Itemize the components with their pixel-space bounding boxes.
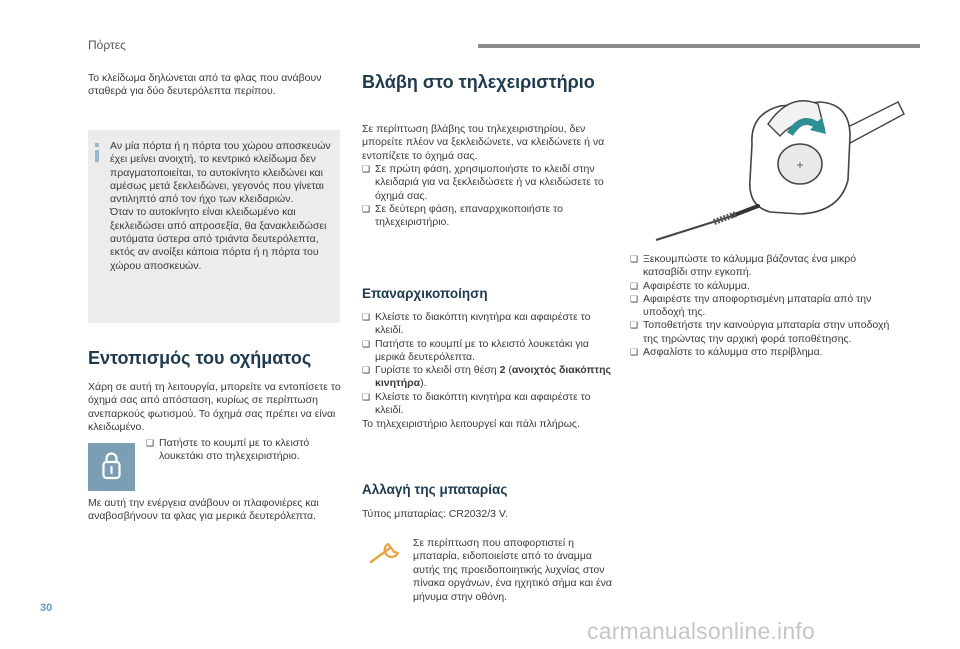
watermark: carmanualsonline.info xyxy=(587,618,815,644)
info-line: χώρου αποσκευών. xyxy=(110,259,202,272)
info-text xyxy=(110,140,335,273)
header-rule xyxy=(478,44,920,48)
lock-icon xyxy=(88,443,135,491)
list-item: ❑ Σε δεύτερη φάση, επαναρχικοποιήστε το τηλεχειριστήριο. xyxy=(362,202,563,229)
list-item: ❑ Κλείστε το διακόπτη κινητήρα και αφαιρέστε το κλειδί. xyxy=(362,390,591,417)
svg-text:+: + xyxy=(796,158,804,172)
battery-heading: Αλλαγή της μπαταρίας xyxy=(362,482,508,497)
list-item: ❑ Κλείστε το διακόπτη κινητήρα και αφαιρέστε το κλειδί. xyxy=(362,311,591,337)
reinit-steps xyxy=(362,311,614,417)
list-item: ❑ Αφαιρέστε το κάλυμμα. xyxy=(630,279,750,292)
battery-type: Τύπος μπαταρίας: CR2032/3 V. xyxy=(362,508,508,520)
list-item: ❑ Πατήστε το κουμπί με το κλειστό λουκετάκι στο τηλεχειριστήριο. xyxy=(146,437,310,463)
bullet-marker-icon: ❑ xyxy=(146,438,155,448)
info-line: Αν μία πόρτα ή η πόρτα του χώρου αποσκευών xyxy=(110,140,331,152)
section-label: Πόρτες xyxy=(88,38,126,52)
battery-warning: Σε περίπτωση που αποφορτιστεί η μπαταρία, ειδοποιείστε από το άναμμα αυτής της προειδοποιητικής λυχνίας στον πίνακα οργάνων, ένα ηχητικό σήμα και ένα μήνυμα στην οθόνη. xyxy=(413,537,612,603)
bullet-marker-icon: ❑ xyxy=(630,347,639,358)
bullet-marker-icon: ❑ xyxy=(362,312,371,322)
list-item: ❑ Σε πρώτη φάση, χρησιμοποιήστε το κλειδί στην κλειδαριά για να ξεκλειδώσετε ή να κλειδώσετε το όχημά σας. xyxy=(362,163,604,202)
info-line: ξεκλειδώσει από απροσεξία, θα ξανακλειδώσει xyxy=(110,219,327,232)
reinit-heading: Επαναρχικοποίηση xyxy=(362,286,488,301)
wrench-icon xyxy=(366,538,406,568)
info-line: αντιληπτό από τον ήχο των κλειδαριών. xyxy=(110,193,294,206)
list-item: ❑ Ασφαλίστε το κάλυμμα στο περίβλημα. xyxy=(630,346,823,359)
bullet-marker-icon: ❑ xyxy=(362,338,371,349)
list-item: ❑ Αφαιρέστε την αποφορτισμένη μπαταρία από την υποδοχή της. xyxy=(630,292,872,319)
page-number: 30 xyxy=(40,602,53,614)
locate-vehicle-heading: Εντοπισμός του οχήματος xyxy=(88,348,312,368)
bullet-marker-icon: ❑ xyxy=(630,280,639,291)
list-item: ❑ Γυρίστε το κλειδί στη θέση 2 (ανοιχτός διακόπτης κινητήρα). xyxy=(362,364,611,390)
list-item: ❑ Πατήστε το κουμπί με το κλειστό λουκετάκι για μερικά δευτερόλεπτα. xyxy=(362,337,589,363)
list-item: ❑ Τοποθετήστε την καινούργια μπαταρία στην υποδοχή της τηρώντας την αρχική φορά τοποθέτησης. xyxy=(630,319,890,345)
remote-failure-intro: Σε περίπτωση βλάβης του τηλεχειριστηρίου, δεν μπορείτε πλέον να ξεκλειδώνετε, να κλειδώνετε ή να εντοπίζετε το όχημά σας. xyxy=(362,123,605,162)
lock-intro-text: Το κλείδωμα δηλώνεται από τα φλας που ανάβουν σταθερά για δύο δευτερόλεπτα περίπου. xyxy=(88,72,322,98)
info-icon xyxy=(95,143,99,147)
bullet-marker-icon: ❑ xyxy=(630,293,639,304)
bullet-marker-icon: ❑ xyxy=(630,254,639,264)
list-item: ❑ Ξεκουμπώστε το κάλυμμα βάζοντας ένα μικρό κατσαβίδι στην εγκοπή. xyxy=(630,253,857,279)
locate-outro-text: Με αυτή την ενέργεια ανάβουν οι πλαφονιέρες και αναβοσβήνουν τα φλας για μερικά δευτερόλεπτα. xyxy=(88,497,319,523)
info-line: Όταν το αυτοκίνητο είναι κλειδωμένο και xyxy=(110,206,296,219)
remote-failure-steps xyxy=(362,163,614,229)
remote-failure-heading: Βλάβη στο τηλεχειριστήριο xyxy=(362,72,595,92)
bullet-marker-icon: ❑ xyxy=(362,365,371,376)
bullet-marker-icon: ❑ xyxy=(362,391,371,402)
info-line: εκτός αν ανοίξει κάποια πόρτα ή η πόρτα του xyxy=(110,246,319,259)
info-line: έχει μείνει ανοιχτή, το κεντρικό κλείδωμα δεν xyxy=(110,153,316,166)
key-battery-illustration xyxy=(640,84,923,242)
info-line: αμέσως μετά ξεκλειδώνει, γεγονός που γίνεται xyxy=(110,179,324,192)
bullet-marker-icon: ❑ xyxy=(630,320,639,331)
info-box xyxy=(88,130,340,323)
info-line: πραγματοποιείται, το αυτοκίνητο κλειδώνει και xyxy=(110,166,323,179)
bullet-marker-icon: ❑ xyxy=(362,164,371,174)
battery-replacement-steps xyxy=(630,253,892,359)
reinit-outro: Το τηλεχειριστήριο λειτουργεί και πάλι πλήρως. xyxy=(362,418,580,430)
lock-instruction-list xyxy=(146,437,326,464)
info-line: αυτόματα ύστερα από τριάντα δευτερόλεπτα, xyxy=(110,233,319,246)
locate-vehicle-text: Χάρη σε αυτή τη λειτουργία, μπορείτε να εντοπίσετε το όχημά σας από απόσταση, κυρίως σε περίπτωση ανεπαρκούς φωτισμού. Το όχημά σας πρέπει να είναι κλειδωμένο. xyxy=(88,381,341,434)
bullet-marker-icon: ❑ xyxy=(362,203,371,214)
